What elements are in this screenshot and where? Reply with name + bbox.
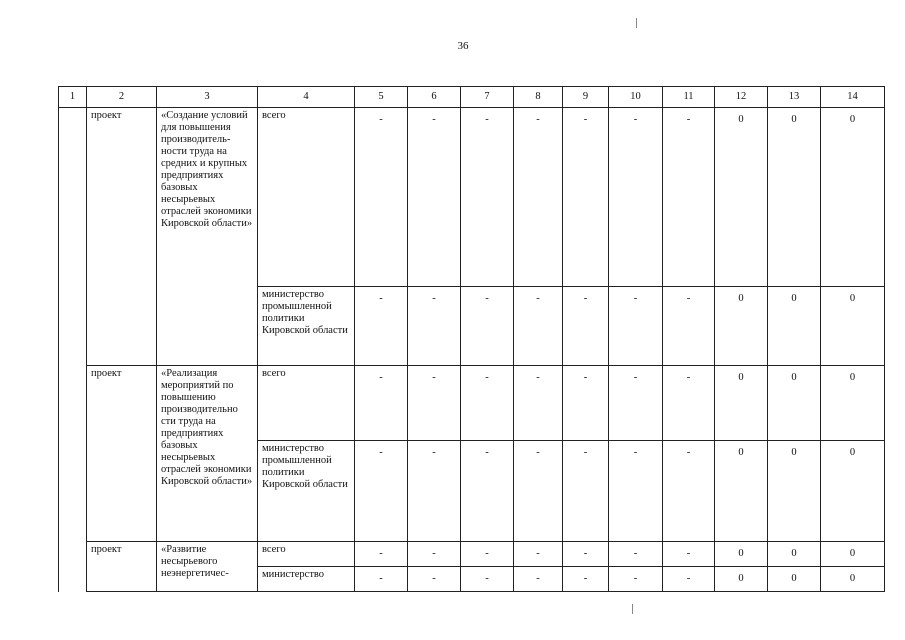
scan-mark xyxy=(632,604,633,614)
value-cell: - xyxy=(461,542,514,567)
column-header: 3 xyxy=(157,87,258,108)
project-title: «Развитие несырьевого неэнергетичес- xyxy=(157,542,258,592)
value-cell: 0 xyxy=(715,441,768,542)
column-header: 6 xyxy=(408,87,461,108)
value-cell: - xyxy=(461,567,514,592)
value-cell: 0 xyxy=(768,542,821,567)
value-cell: - xyxy=(355,441,408,542)
value-cell: - xyxy=(609,441,663,542)
value-cell: - xyxy=(355,542,408,567)
value-cell: - xyxy=(563,567,609,592)
value-cell: - xyxy=(609,567,663,592)
value-cell: - xyxy=(461,287,514,366)
value-cell: 0 xyxy=(821,108,885,287)
table-row xyxy=(59,366,885,441)
value-cell: - xyxy=(663,542,715,567)
executor-cell: министерство промышленной политики Кировской области xyxy=(258,441,355,542)
value-cell: - xyxy=(514,567,563,592)
value-cell: - xyxy=(408,287,461,366)
value-cell: - xyxy=(563,108,609,287)
value-cell: - xyxy=(461,366,514,441)
value-cell: 0 xyxy=(715,287,768,366)
value-cell: - xyxy=(514,441,563,542)
row-kind: проект xyxy=(87,542,157,592)
executor-cell: всего xyxy=(258,542,355,567)
value-cell: - xyxy=(563,366,609,441)
value-cell: - xyxy=(408,108,461,287)
column-header: 11 xyxy=(663,87,715,108)
value-cell: - xyxy=(355,366,408,441)
column-header: 2 xyxy=(87,87,157,108)
column-header: 5 xyxy=(355,87,408,108)
value-cell: - xyxy=(663,108,715,287)
value-cell: 0 xyxy=(768,441,821,542)
value-cell: - xyxy=(408,366,461,441)
row-kind: проект xyxy=(87,108,157,366)
value-cell: - xyxy=(609,287,663,366)
value-cell: - xyxy=(408,542,461,567)
row-kind: проект xyxy=(87,366,157,542)
value-cell: - xyxy=(408,567,461,592)
column-header: 10 xyxy=(609,87,663,108)
column-header: 1 xyxy=(59,87,87,108)
column-header: 4 xyxy=(258,87,355,108)
budget-table xyxy=(58,86,885,592)
project-title: «Реализация мероприятий по повышению производительно сти труда на предприятиях базовых несырьевых отраслей экономики Кировской области» xyxy=(157,366,258,542)
value-cell: - xyxy=(355,287,408,366)
column-header: 13 xyxy=(768,87,821,108)
table-row xyxy=(59,108,885,287)
value-cell: - xyxy=(609,366,663,441)
value-cell: 0 xyxy=(768,567,821,592)
executor-cell: всего xyxy=(258,366,355,441)
value-cell: - xyxy=(663,287,715,366)
column-header: 12 xyxy=(715,87,768,108)
value-cell: - xyxy=(355,567,408,592)
value-cell: 0 xyxy=(715,366,768,441)
value-cell: 0 xyxy=(715,108,768,287)
value-cell: 0 xyxy=(821,287,885,366)
value-cell: - xyxy=(563,441,609,542)
value-cell: - xyxy=(563,542,609,567)
value-cell: 0 xyxy=(821,366,885,441)
row-number-cell xyxy=(59,108,87,592)
value-cell: - xyxy=(609,542,663,567)
column-header: 7 xyxy=(461,87,514,108)
value-cell: 0 xyxy=(821,542,885,567)
value-cell: 0 xyxy=(821,441,885,542)
project-title: «Создание условий для повышения производитель-ности труда на средних и крупных предприятиях базовых несырьевых отраслей экономики Кировской области» xyxy=(157,108,258,366)
executor-cell: министерство промышленной политики Кировской области xyxy=(258,287,355,366)
value-cell: 0 xyxy=(768,366,821,441)
column-header: 9 xyxy=(563,87,609,108)
page-number: 36 xyxy=(457,40,469,52)
column-header: 8 xyxy=(514,87,563,108)
value-cell: - xyxy=(514,108,563,287)
value-cell: - xyxy=(408,441,461,542)
value-cell: - xyxy=(461,441,514,542)
value-cell: - xyxy=(461,108,514,287)
executor-cell: всего xyxy=(258,108,355,287)
value-cell: - xyxy=(609,108,663,287)
scan-mark xyxy=(636,18,637,28)
value-cell: - xyxy=(514,287,563,366)
value-cell: - xyxy=(663,441,715,542)
value-cell: 0 xyxy=(821,567,885,592)
executor-cell: министерство xyxy=(258,567,355,592)
value-cell: 0 xyxy=(768,287,821,366)
value-cell: - xyxy=(514,366,563,441)
table-row xyxy=(59,542,885,567)
value-cell: - xyxy=(514,542,563,567)
value-cell: 0 xyxy=(768,108,821,287)
header-row xyxy=(59,87,885,108)
value-cell: - xyxy=(663,366,715,441)
value-cell: 0 xyxy=(715,542,768,567)
column-header: 14 xyxy=(821,87,885,108)
value-cell: - xyxy=(355,108,408,287)
value-cell: - xyxy=(663,567,715,592)
value-cell: 0 xyxy=(715,567,768,592)
value-cell: - xyxy=(563,287,609,366)
